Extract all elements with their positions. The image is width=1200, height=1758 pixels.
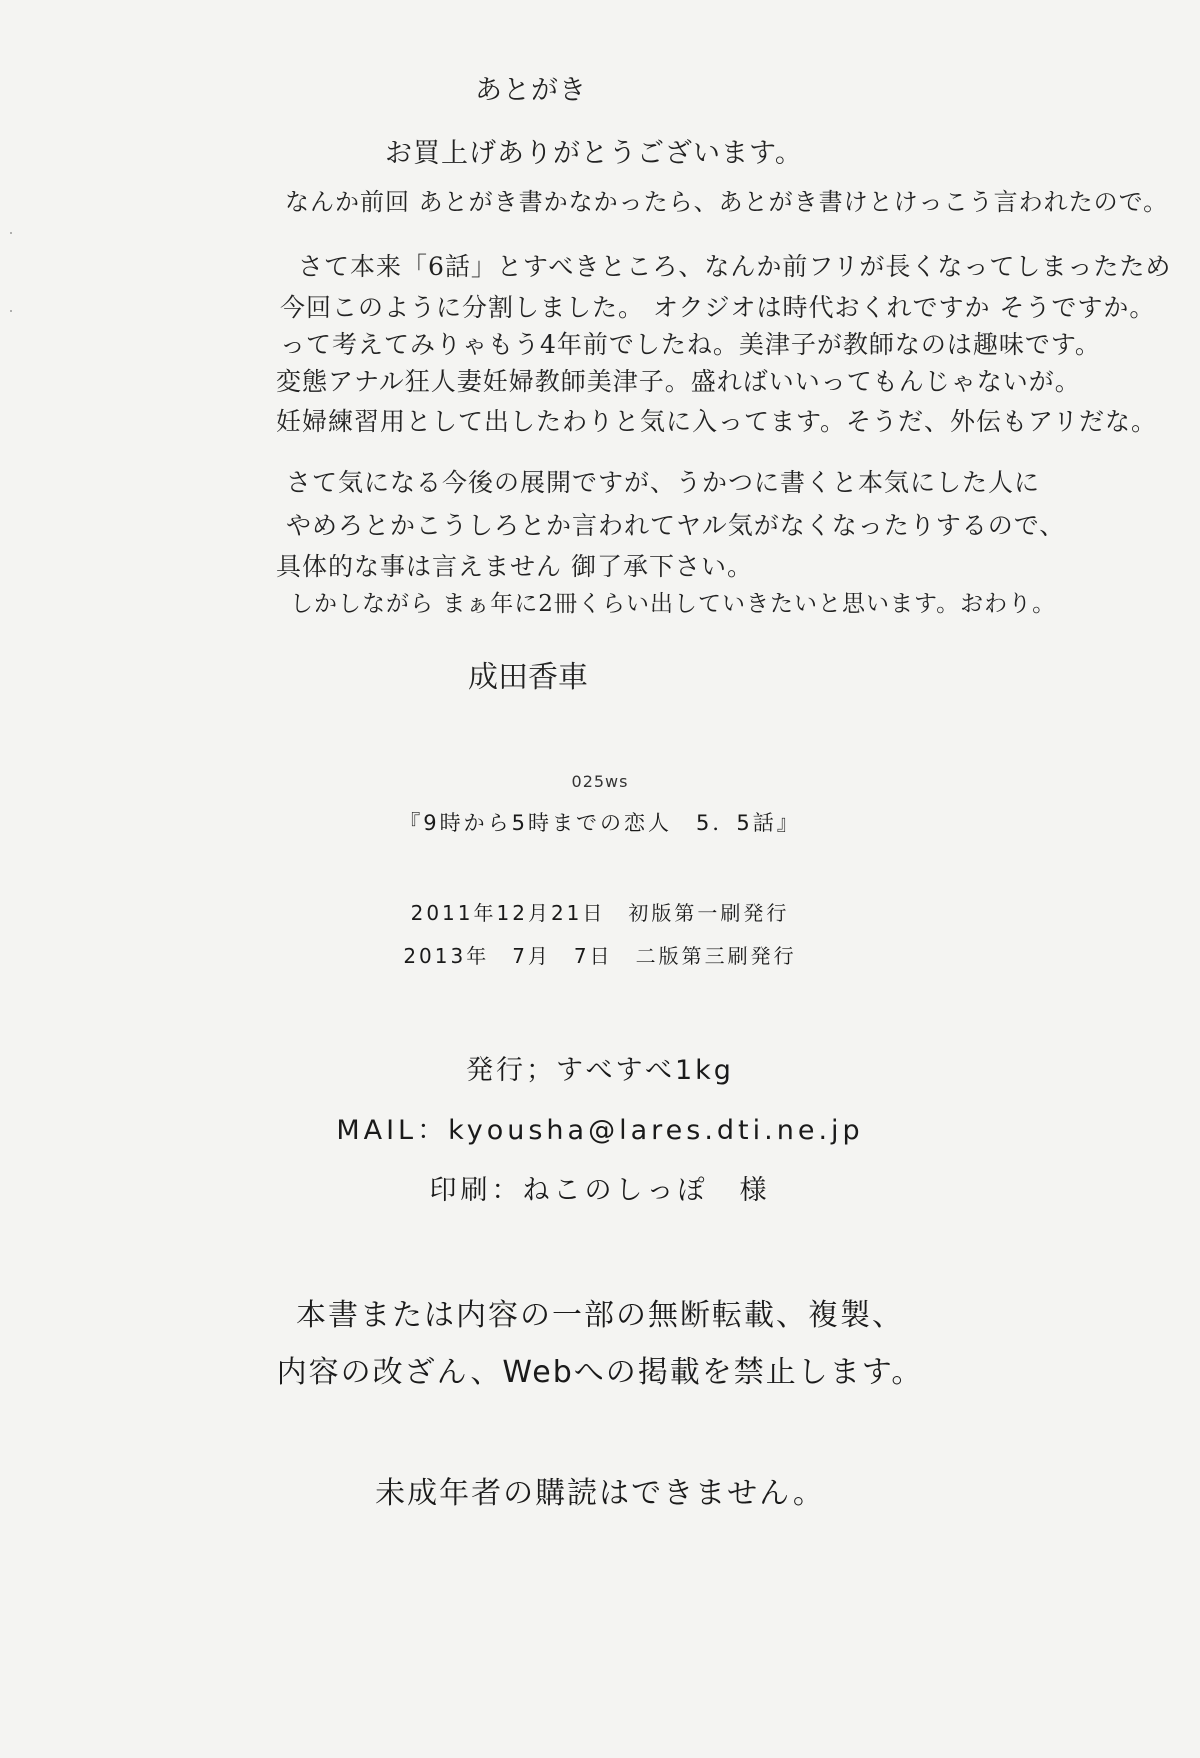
copyright-notice-line: 本書または内容の一部の無断転載、複製、: [296, 1298, 904, 1333]
contact-mail: MAIL：kyousha@lares.dti.ne.jp: [336, 1115, 864, 1146]
afterword-line: しかしながら まぁ年に2冊くらい出していきたいと思います。おわり。: [290, 591, 1057, 617]
author-signature: 成田香車: [468, 660, 588, 695]
scan-speck: [10, 310, 12, 312]
age-restriction-notice: 未成年者の購読はできません。: [375, 1476, 825, 1511]
second-edition-date: 2013年 7月 7日 二版第三刷発行: [403, 944, 797, 968]
afterword-title: あとがき: [475, 75, 587, 106]
printer: 印刷：ねこのしっぽ 様: [429, 1175, 771, 1206]
scan-speck: [10, 232, 12, 234]
book-title: 『9時から5時までの恋人 5．5話』: [399, 811, 801, 835]
publisher: 発行；すべすべ1kg: [466, 1055, 734, 1086]
afterword-line: さて気になる今後の展開ですが、うかつに書くと本気にした人に: [286, 468, 1041, 497]
product-code: 025ws: [571, 772, 629, 791]
afterword-line: 今回このように分割しました。 オクジオは時代おくれですか そうですか。: [280, 293, 1156, 322]
afterword-line: やめろとかこうしろとか言われてヤル気がなくなったりするので、: [286, 511, 1066, 540]
afterword-line: なんか前回 あとがき書かなかったら、あとがき書けとけっこう言われたので。: [285, 188, 1169, 216]
afterword-line: お買上げありがとうございます。: [385, 138, 803, 169]
afterword-line: さて本来「6話」とすべきところ、なんか前フリが長くなってしまったため: [298, 252, 1172, 281]
afterword-line: 妊婦練習用として出したわりと気に入ってます。そうだ、外伝もアリだな。: [276, 407, 1158, 436]
afterword-line: って考えてみりゃもう4年前でしたね。美津子が教師なのは趣味です。: [280, 330, 1101, 359]
first-edition-date: 2011年12月21日 初版第一刷発行: [410, 901, 790, 925]
afterword-line: 具体的な事は言えません 御了承下さい。: [276, 552, 753, 581]
copyright-notice-line: 内容の改ざん、Webへの掲載を禁止します。: [276, 1355, 924, 1390]
afterword-line: 変態アナル狂人妻妊婦教師美津子。盛ればいいってもんじゃないが。: [276, 367, 1081, 396]
